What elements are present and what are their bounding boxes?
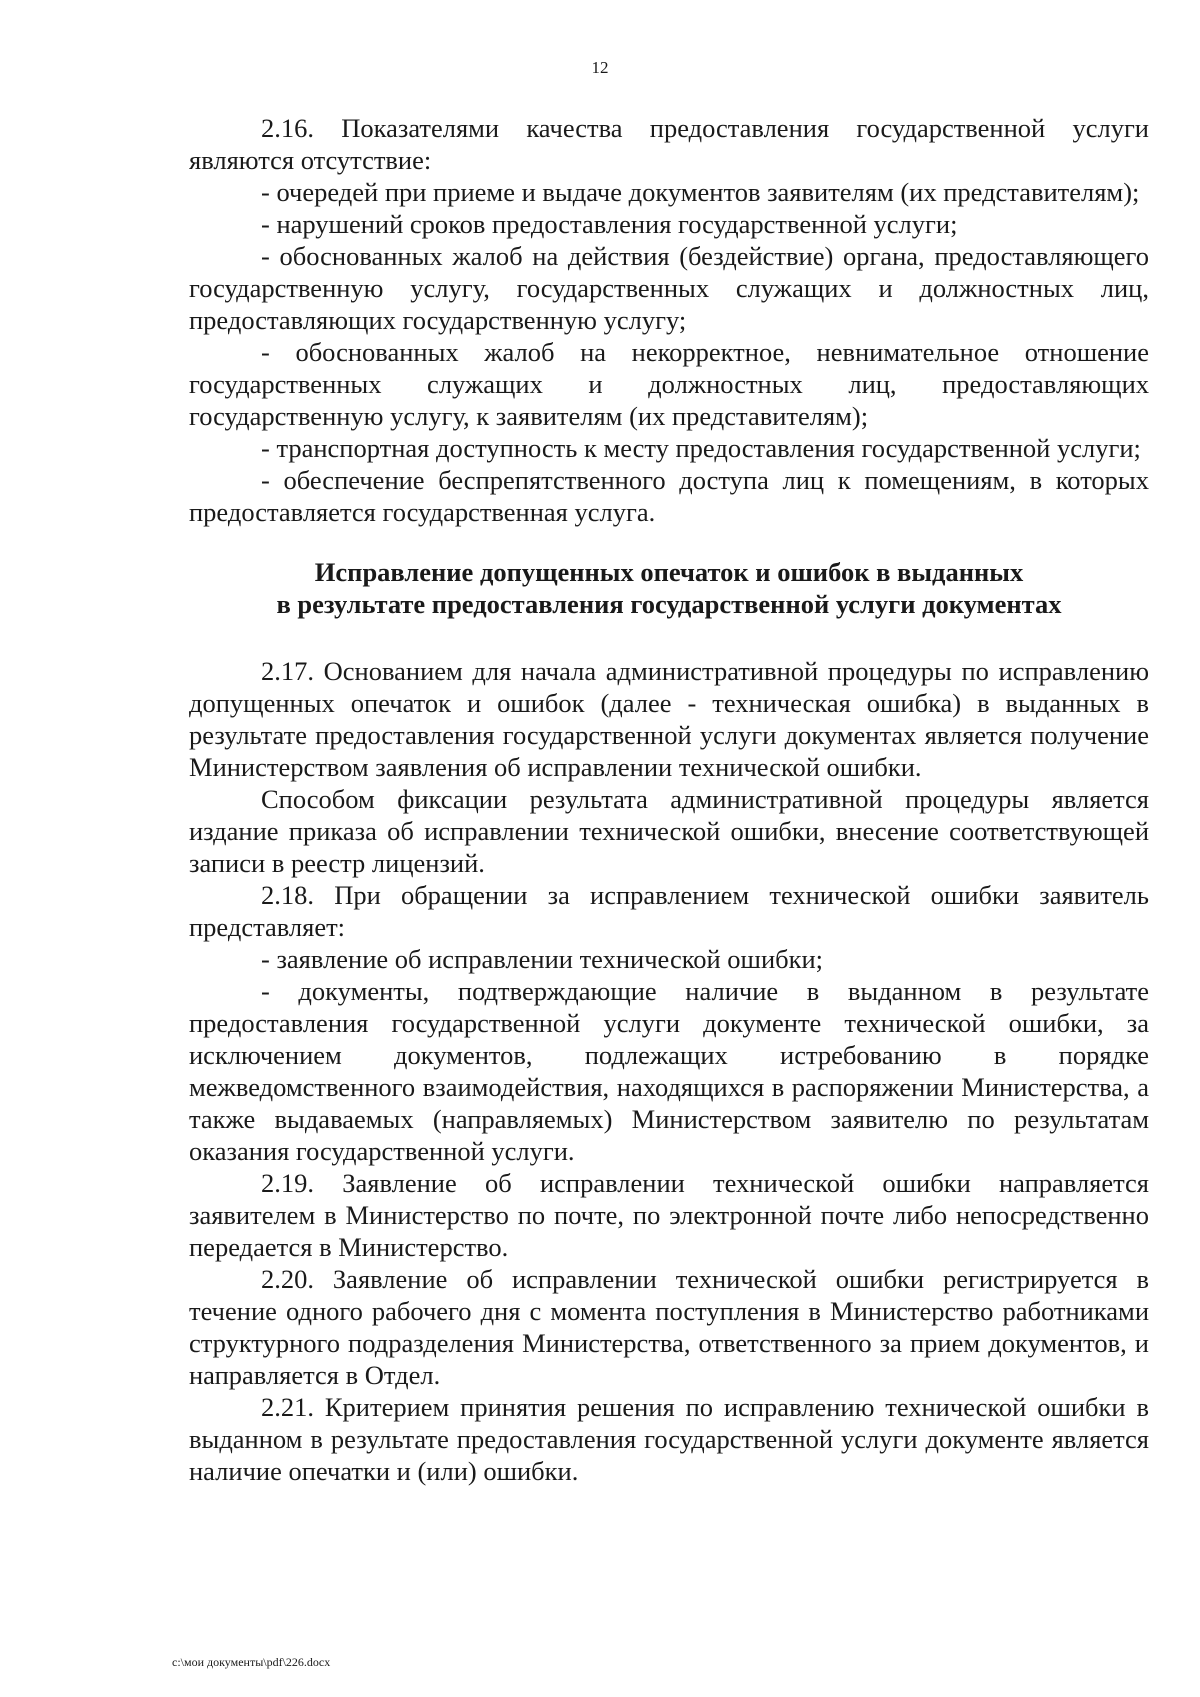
section-heading-line-2: в результате предоставления государственной услуги документах bbox=[276, 589, 1062, 619]
document-body bbox=[189, 112, 1149, 1487]
list-item: - документы, подтверждающие наличие в выданном в результате предоставления государственной услуги документе технической ошибки, за исключением документов, подлежащих истребованию в порядке межведомственного взаимодействия, находящихся в распоряжении Министерства, а также выдаваемых (направляемых) Министерством заявителю по результатам оказания государственной услуги. bbox=[189, 976, 1149, 1166]
list-item: - транспортная доступность к месту предоставления государственной услуги; bbox=[261, 433, 1141, 463]
list-item: - обоснованных жалоб на некорректное, невнимательное отношение государственных служащих и должностных лиц, предоставляющих государственную услугу, к заявителям (их представителям); bbox=[189, 337, 1149, 431]
page-number: 12 bbox=[591, 58, 609, 77]
paragraph-2-16-intro: 2.16. Показателями качества предоставления государственной услуги являются отсутствие: bbox=[189, 113, 1149, 175]
paragraph-2-17-fixation: Способом фиксации результата административной процедуры является издание приказа об исправлении технической ошибки, внесение соответствующей записи в реестр лицензий. bbox=[189, 784, 1149, 878]
list-item: - обоснованных жалоб на действия (бездействие) органа, предоставляющего государственную услугу, государственных служащих и должностных лиц, предоставляющих государственную услугу; bbox=[189, 241, 1149, 335]
list-item: - нарушений сроков предоставления государственной услуги; bbox=[261, 209, 958, 239]
list-item: - обеспечение беспрепятственного доступа лиц к помещениям, в которых предоставляется государственная услуга. bbox=[189, 465, 1149, 527]
footer-file-path: c:\мои документы\pdf\226.docx bbox=[172, 1655, 331, 1669]
paragraph-2-20: 2.20. Заявление об исправлении технической ошибки регистрируется в течение одного рабочего дня с момента поступления в Министерство работниками структурного подразделения Министерства, ответственного за прием документов, и направляется в Отдел. bbox=[189, 1264, 1149, 1390]
section-heading-line-1: Исправление допущенных опечаток и ошибок в выданных bbox=[314, 557, 1024, 587]
paragraph-2-17: 2.17. Основанием для начала административной процедуры по исправлению допущенных опечаток и ошибок (далее - техническая ошибка) в выданных в результате предоставления государственной услуги документах является получение Министерством заявления об исправлении технической ошибки. bbox=[189, 656, 1149, 782]
list-item: - заявление об исправлении технической ошибки; bbox=[261, 944, 824, 974]
paragraph-2-18-intro: 2.18. При обращении за исправлением технической ошибки заявитель представляет: bbox=[189, 880, 1149, 942]
paragraph-2-21: 2.21. Критерием принятия решения по исправлению технической ошибки в выданном в результате предоставления государственной услуги документе является наличие опечатки и (или) ошибки. bbox=[189, 1392, 1149, 1486]
paragraph-2-19: 2.19. Заявление об исправлении технической ошибки направляется заявителем в Министерство по почте, по электронной почте либо непосредственно передается в Министерство. bbox=[189, 1168, 1149, 1262]
section-heading bbox=[189, 556, 1149, 620]
list-item: - очередей при приеме и выдаче документов заявителям (их представителям); bbox=[261, 177, 1140, 207]
